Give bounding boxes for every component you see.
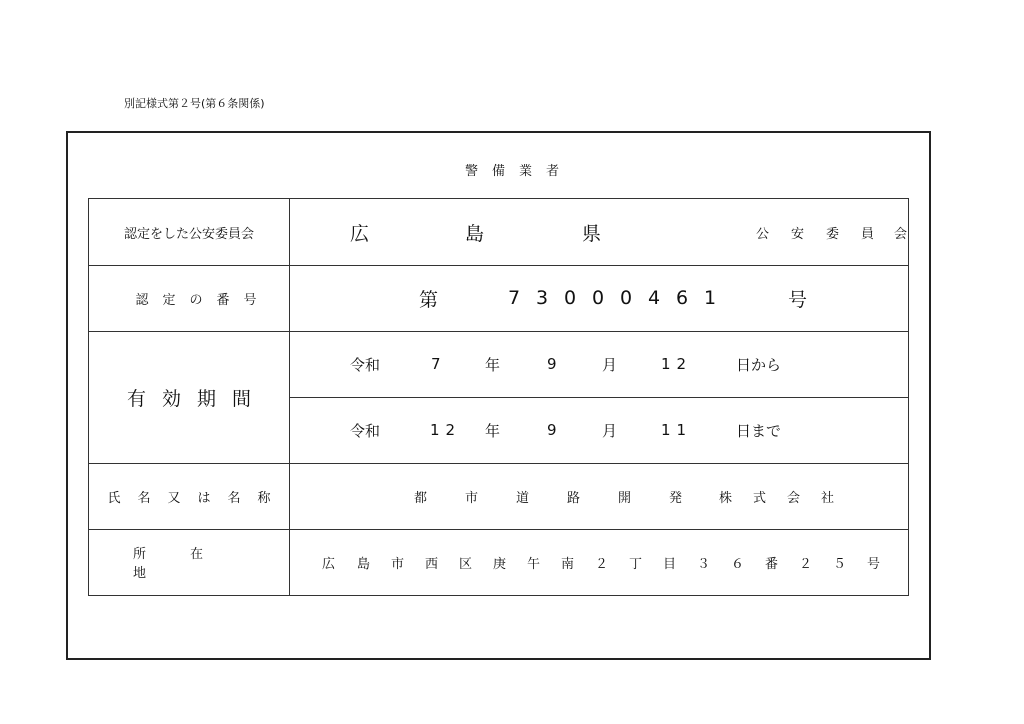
value-glyph: 安 xyxy=(791,226,805,242)
validity-from xyxy=(290,331,908,397)
value-glyph: 県 xyxy=(582,222,602,245)
value-glyph: 目 xyxy=(663,556,677,572)
value-glyph: 日から xyxy=(736,355,782,374)
value-glyph: 委 xyxy=(826,226,840,242)
certificate-heading: 警備業者 xyxy=(464,164,573,179)
value-glyph: 公 xyxy=(756,226,770,242)
value-glyph: 12 xyxy=(661,355,693,373)
value-glyph: 7 xyxy=(508,287,521,309)
address-label xyxy=(89,529,289,595)
value-glyph: 市 xyxy=(391,556,405,572)
value-glyph: 路 xyxy=(567,490,581,506)
value-glyph: 令和 xyxy=(350,421,381,440)
value-glyph: 号 xyxy=(867,556,881,572)
value-glyph: 月 xyxy=(602,421,618,440)
value-glyph: 発 xyxy=(669,490,683,506)
value-glyph: 6 xyxy=(676,287,689,309)
value-glyph: ５ xyxy=(833,556,847,572)
value-glyph: 12 xyxy=(430,421,462,439)
value-glyph: 7 xyxy=(431,355,441,373)
value-glyph: 株 xyxy=(719,490,733,506)
name-value xyxy=(290,463,908,529)
value-glyph: 西 xyxy=(425,556,439,572)
value-glyph: 会 xyxy=(787,490,801,506)
value-glyph: 号 xyxy=(788,288,808,311)
form-number-label: 別記様式第２号(第６条関係) xyxy=(124,97,265,110)
value-glyph: 南 xyxy=(561,556,575,572)
value-glyph: 月 xyxy=(602,355,618,374)
value-glyph: 島 xyxy=(465,222,485,245)
cert-number-label xyxy=(89,265,303,331)
value-glyph: 市 xyxy=(465,490,479,506)
value-glyph: ３ xyxy=(697,556,711,572)
value-glyph: 日まで xyxy=(736,421,782,440)
label-text: 氏名又は名称 xyxy=(107,490,288,506)
value-glyph: 4 xyxy=(648,287,661,309)
validity-label xyxy=(89,331,289,463)
label-text: 所在地 xyxy=(133,547,248,581)
certificate-table xyxy=(88,198,909,596)
value-glyph: 年 xyxy=(485,421,501,440)
value-glyph: ６ xyxy=(731,556,745,572)
commission-value xyxy=(290,199,908,265)
name-label xyxy=(89,463,289,529)
value-glyph: 第 xyxy=(419,288,439,311)
validity-to xyxy=(290,397,908,463)
value-glyph: 令和 xyxy=(350,355,381,374)
value-glyph: 3 xyxy=(536,287,549,309)
value-glyph: 11 xyxy=(661,421,693,439)
value-glyph: 0 xyxy=(620,287,633,309)
value-glyph: 1 xyxy=(704,287,717,309)
value-glyph: 庚 xyxy=(493,556,507,572)
value-glyph: 広 xyxy=(322,556,336,572)
value-glyph: 年 xyxy=(485,355,501,374)
commission-label xyxy=(89,199,289,265)
value-glyph: 丁 xyxy=(629,556,643,572)
value-glyph: 0 xyxy=(592,287,605,309)
value-glyph: 都 xyxy=(414,490,428,506)
value-glyph: 開 xyxy=(618,490,632,506)
value-glyph: 員 xyxy=(861,226,875,242)
value-glyph: ２ xyxy=(799,556,813,572)
value-glyph: 9 xyxy=(547,355,557,373)
value-glyph: 社 xyxy=(821,490,835,506)
address-value xyxy=(290,529,908,595)
value-glyph: 島 xyxy=(357,556,371,572)
value-glyph: 番 xyxy=(765,556,779,572)
label-text: 認定をした公安委員会 xyxy=(123,226,254,242)
value-glyph: 広 xyxy=(350,222,370,245)
value-glyph: 区 xyxy=(459,556,473,572)
value-glyph: 会 xyxy=(894,226,908,242)
value-glyph: ２ xyxy=(595,556,609,572)
value-glyph: 0 xyxy=(564,287,577,309)
value-glyph: 午 xyxy=(527,556,541,572)
value-glyph: 道 xyxy=(516,490,530,506)
cert-number-value xyxy=(290,265,908,331)
label-text: 有効期間 xyxy=(126,387,267,410)
value-glyph: 9 xyxy=(547,421,557,439)
label-text: 認定の番号 xyxy=(135,292,271,308)
value-glyph: 式 xyxy=(753,490,767,506)
